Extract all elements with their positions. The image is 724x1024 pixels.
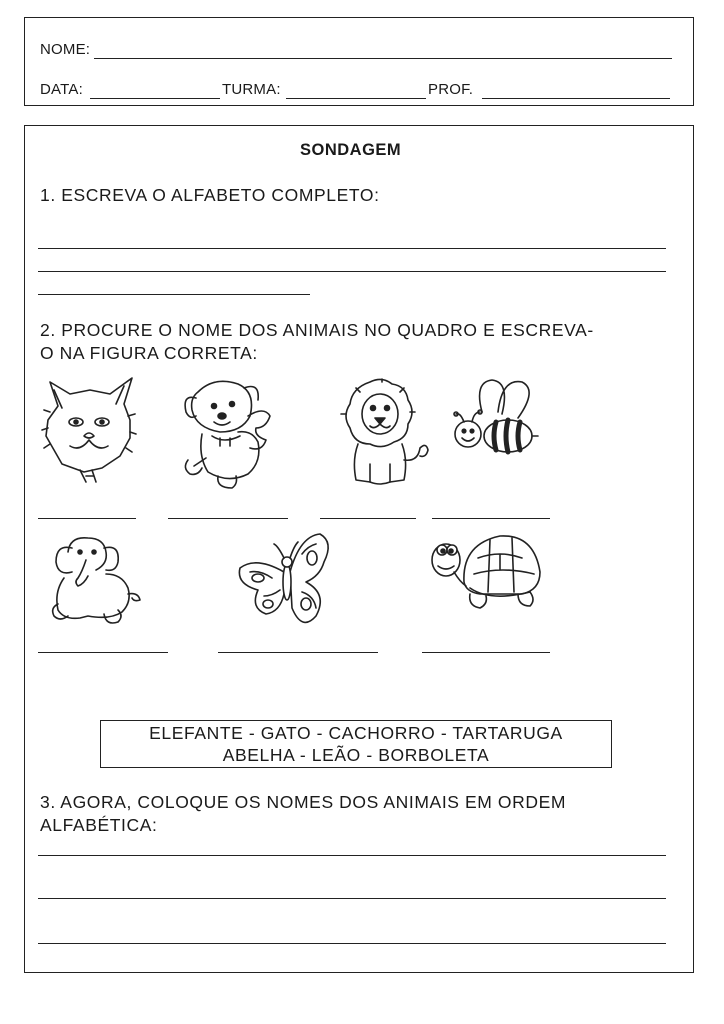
bee-icon xyxy=(452,376,538,462)
name-label: NOME: xyxy=(40,41,91,58)
animal-answer-line[interactable] xyxy=(320,518,416,519)
turtle-icon xyxy=(430,528,542,614)
lion-icon xyxy=(330,378,430,486)
question-1: 1. ESCREVA O ALFABETO COMPLETO: xyxy=(40,185,380,205)
elephant-icon xyxy=(48,532,144,628)
word-bank-line-2: ABELHA - LEÃO - BORBOLETA xyxy=(222,745,490,765)
question-2-line-2: O NA FIGURA CORRETA: xyxy=(40,343,258,363)
date-label: DATA: xyxy=(40,81,83,98)
teacher-field[interactable] xyxy=(482,98,670,99)
header-box xyxy=(24,17,694,106)
animal-answer-line[interactable] xyxy=(168,518,288,519)
cat-icon xyxy=(40,372,138,484)
answer-line[interactable] xyxy=(38,898,666,899)
class-label: TURMA: xyxy=(222,81,281,98)
answer-line[interactable] xyxy=(38,943,666,944)
animal-answer-line[interactable] xyxy=(422,652,550,653)
class-field[interactable] xyxy=(286,98,426,99)
word-bank-line-1: ELEFANTE - GATO - CACHORRO - TARTARUGA xyxy=(149,723,563,743)
teacher-label: PROF. xyxy=(428,81,474,98)
answer-line[interactable] xyxy=(38,294,310,295)
answer-line[interactable] xyxy=(38,248,666,249)
animal-answer-line[interactable] xyxy=(38,518,136,519)
word-bank xyxy=(100,720,612,768)
question-3-line-1: 3. AGORA, COLOQUE OS NOMES DOS ANIMAIS EM ORDEM xyxy=(40,792,567,812)
question-3-line-2: ALFABÉTICA: xyxy=(40,815,158,835)
animal-answer-line[interactable] xyxy=(432,518,550,519)
butterfly-icon xyxy=(236,532,336,636)
answer-line[interactable] xyxy=(38,855,666,856)
worksheet-title: SONDAGEM xyxy=(300,141,402,159)
answer-line[interactable] xyxy=(38,271,666,272)
question-2-line-1: 2. PROCURE O NOME DOS ANIMAIS NO QUADRO E ESCREVA- xyxy=(40,320,594,340)
animal-answer-line[interactable] xyxy=(38,652,168,653)
date-field[interactable] xyxy=(90,98,220,99)
dog-icon xyxy=(178,376,274,490)
animal-answer-line[interactable] xyxy=(218,652,378,653)
name-field[interactable] xyxy=(94,58,672,59)
